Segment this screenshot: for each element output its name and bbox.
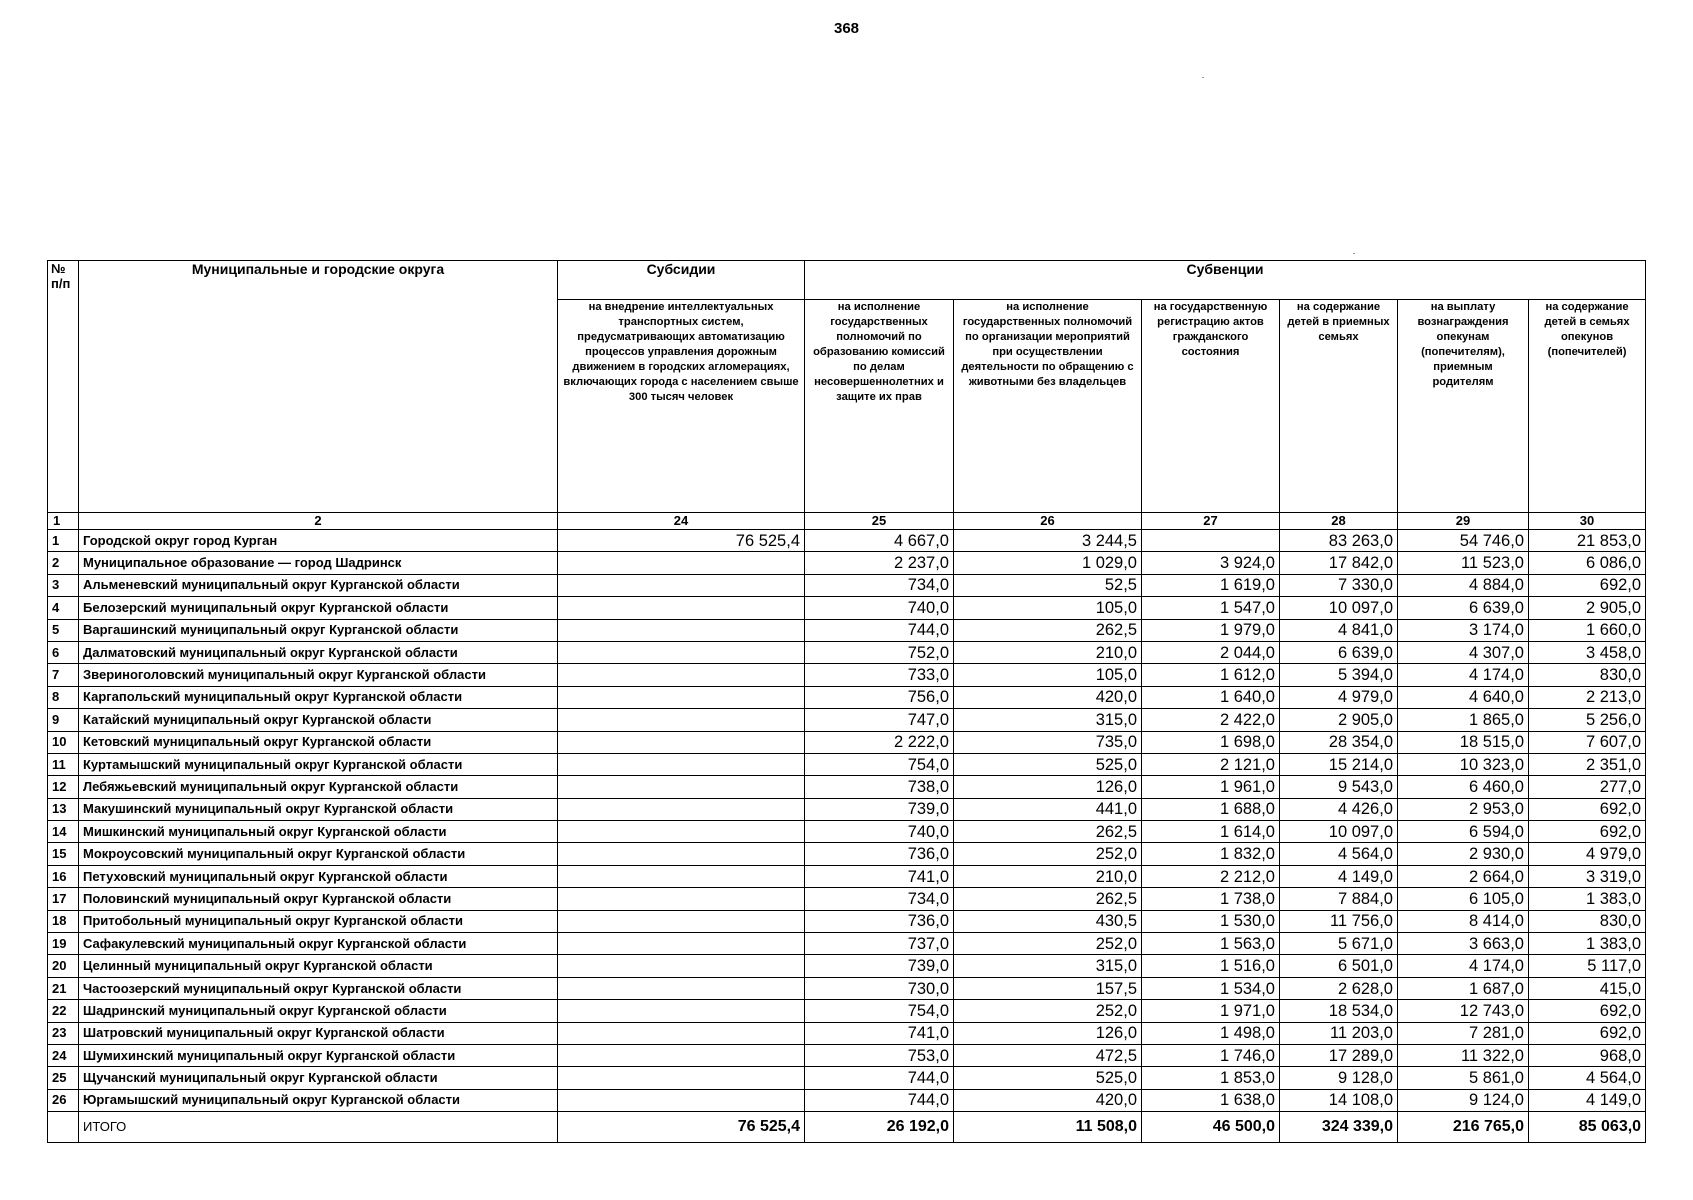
col-desc-24: на внедрение интеллектуальных транспортных систем, предусматривающих автоматизацию процессов управления дорожным движением в городских агломерациях, включающих города с населением свыше 300 тысяч человек (558, 300, 805, 513)
municipality-name: Шадринский муниципальный округ Курганской области (79, 1000, 558, 1022)
col-header-municipality: Муниципальные и городские округа (79, 261, 558, 513)
value-cell: 2 905,0 (1529, 597, 1646, 619)
value-cell: 3 924,0 (1142, 552, 1280, 574)
municipality-name: Мишкинский муниципальный округ Курганской области (79, 821, 558, 843)
value-cell: 1 619,0 (1142, 574, 1280, 596)
value-cell: 17 842,0 (1280, 552, 1398, 574)
value-cell: 6 086,0 (1529, 552, 1646, 574)
value-cell (558, 865, 805, 887)
table-row (48, 753, 1646, 775)
value-cell: 736,0 (805, 910, 954, 932)
value-cell (558, 641, 805, 663)
value-cell: 6 594,0 (1398, 821, 1529, 843)
row-number: 16 (48, 865, 79, 887)
municipality-name: Далматовский муниципальный округ Курганской области (79, 641, 558, 663)
value-cell: 6 460,0 (1398, 776, 1529, 798)
value-cell: 2 664,0 (1398, 865, 1529, 887)
total-number-cell (48, 1112, 79, 1143)
value-cell: 692,0 (1529, 821, 1646, 843)
row-number: 11 (48, 753, 79, 775)
value-cell: 3 244,5 (954, 530, 1142, 552)
municipality-name: Куртамышский муниципальный округ Курганской области (79, 753, 558, 775)
value-cell: 4 426,0 (1280, 798, 1398, 820)
row-number: 1 (48, 530, 79, 552)
value-cell (558, 1044, 805, 1066)
value-cell: 744,0 (805, 1089, 954, 1111)
value-cell: 2 628,0 (1280, 977, 1398, 999)
value-cell (558, 933, 805, 955)
value-cell: 157,5 (954, 977, 1142, 999)
value-cell: 739,0 (805, 798, 954, 820)
value-cell: 753,0 (805, 1044, 954, 1066)
table-row (48, 933, 1646, 955)
value-cell (558, 910, 805, 932)
value-cell: 315,0 (954, 955, 1142, 977)
value-cell: 11 322,0 (1398, 1044, 1529, 1066)
municipality-name: Петуховский муниципальный округ Курганской области (79, 865, 558, 887)
row-number: 19 (48, 933, 79, 955)
value-cell: 734,0 (805, 574, 954, 596)
value-cell: 2 212,0 (1142, 865, 1280, 887)
value-cell: 7 281,0 (1398, 1022, 1529, 1044)
value-cell: 4 640,0 (1398, 686, 1529, 708)
municipality-name: Каргапольский муниципальный округ Курганской области (79, 686, 558, 708)
col-index: 30 (1529, 513, 1646, 530)
value-cell: 1 534,0 (1142, 977, 1280, 999)
table-row (48, 686, 1646, 708)
col-desc-26: на исполнение государственных полномочий по организации мероприятий при осуществлении деятельности по обращению с животными без владельцев (954, 300, 1142, 513)
value-cell: 1 640,0 (1142, 686, 1280, 708)
col-index: 26 (954, 513, 1142, 530)
value-cell: 28 354,0 (1280, 731, 1398, 753)
value-cell: 420,0 (954, 1089, 1142, 1111)
value-cell: 2 222,0 (805, 731, 954, 753)
municipality-name: Макушинский муниципальный округ Курганской области (79, 798, 558, 820)
value-cell: 15 214,0 (1280, 753, 1398, 775)
value-cell: 1 383,0 (1529, 933, 1646, 955)
municipality-name: Сафакулевский муниципальный округ Курганской области (79, 933, 558, 955)
row-number: 15 (48, 843, 79, 865)
municipality-name: Щучанский муниципальный округ Курганской области (79, 1067, 558, 1089)
col-index: 24 (558, 513, 805, 530)
total-label: ИТОГО (79, 1112, 558, 1143)
value-cell: 5 117,0 (1529, 955, 1646, 977)
value-cell: 734,0 (805, 888, 954, 910)
value-cell: 1 865,0 (1398, 709, 1529, 731)
value-cell: 525,0 (954, 1067, 1142, 1089)
value-cell: 10 097,0 (1280, 597, 1398, 619)
col-index: 27 (1142, 513, 1280, 530)
col-desc-29: на выплату вознаграждения опекунам (попечителям), приемным родителям (1398, 300, 1529, 513)
municipality-name: Шатровский муниципальный округ Курганской области (79, 1022, 558, 1044)
table-row (48, 1022, 1646, 1044)
scan-speck (1353, 253, 1355, 254)
value-cell: 4 841,0 (1280, 619, 1398, 641)
table-row (48, 619, 1646, 641)
header-row-indices (48, 513, 1646, 530)
value-cell: 76 525,4 (558, 530, 805, 552)
value-cell: 741,0 (805, 1022, 954, 1044)
value-cell (558, 888, 805, 910)
value-cell: 4 979,0 (1280, 686, 1398, 708)
value-cell: 14 108,0 (1280, 1089, 1398, 1111)
table-row (48, 1000, 1646, 1022)
value-cell: 9 128,0 (1280, 1067, 1398, 1089)
value-cell: 1 853,0 (1142, 1067, 1280, 1089)
value-cell (558, 955, 805, 977)
value-cell: 1 516,0 (1142, 955, 1280, 977)
value-cell: 252,0 (954, 843, 1142, 865)
value-cell: 4 564,0 (1529, 1067, 1646, 1089)
value-cell: 1 530,0 (1142, 910, 1280, 932)
row-number: 3 (48, 574, 79, 596)
value-cell: 252,0 (954, 933, 1142, 955)
value-cell: 1 971,0 (1142, 1000, 1280, 1022)
municipality-name: Притобольный муниципальный округ Курганской области (79, 910, 558, 932)
row-number: 21 (48, 977, 79, 999)
col-index: 28 (1280, 513, 1398, 530)
value-cell: 1 698,0 (1142, 731, 1280, 753)
value-cell: 3 458,0 (1529, 641, 1646, 663)
total-value: 46 500,0 (1142, 1112, 1280, 1143)
value-cell: 1 961,0 (1142, 776, 1280, 798)
value-cell: 52,5 (954, 574, 1142, 596)
value-cell: 7 884,0 (1280, 888, 1398, 910)
total-value: 11 508,0 (954, 1112, 1142, 1143)
value-cell: 744,0 (805, 1067, 954, 1089)
value-cell: 9 124,0 (1398, 1089, 1529, 1111)
value-cell (558, 709, 805, 731)
value-cell (558, 753, 805, 775)
value-cell: 7 330,0 (1280, 574, 1398, 596)
value-cell: 1 612,0 (1142, 664, 1280, 686)
value-cell: 1 029,0 (954, 552, 1142, 574)
scan-speck (1202, 77, 1204, 78)
value-cell: 126,0 (954, 776, 1142, 798)
value-cell: 1 746,0 (1142, 1044, 1280, 1066)
value-cell: 830,0 (1529, 664, 1646, 686)
municipality-name: Альменевский муниципальный округ Курганской области (79, 574, 558, 596)
page-number: 368 (833, 20, 860, 37)
value-cell: 737,0 (805, 933, 954, 955)
value-cell (558, 776, 805, 798)
row-number: 4 (48, 597, 79, 619)
value-cell (558, 664, 805, 686)
col-header-number: № п/п (48, 261, 79, 513)
value-cell: 738,0 (805, 776, 954, 798)
municipality-name: Лебяжьевский муниципальный округ Курганской области (79, 776, 558, 798)
municipality-name: Катайский муниципальный округ Курганской области (79, 709, 558, 731)
value-cell: 5 861,0 (1398, 1067, 1529, 1089)
value-cell (558, 597, 805, 619)
value-cell (558, 1022, 805, 1044)
col-group-subsidies: Субсидии (558, 261, 805, 300)
table-row (48, 530, 1646, 552)
table-row (48, 843, 1646, 865)
value-cell: 210,0 (954, 865, 1142, 887)
row-number: 25 (48, 1067, 79, 1089)
value-cell: 4 149,0 (1529, 1089, 1646, 1111)
value-cell: 262,5 (954, 619, 1142, 641)
table-row (48, 821, 1646, 843)
value-cell (558, 552, 805, 574)
value-cell: 754,0 (805, 753, 954, 775)
value-cell: 430,5 (954, 910, 1142, 932)
value-cell: 1 547,0 (1142, 597, 1280, 619)
value-cell: 3 319,0 (1529, 865, 1646, 887)
value-cell: 730,0 (805, 977, 954, 999)
value-cell (558, 619, 805, 641)
value-cell: 692,0 (1529, 574, 1646, 596)
value-cell: 126,0 (954, 1022, 1142, 1044)
value-cell: 2 422,0 (1142, 709, 1280, 731)
table-row (48, 955, 1646, 977)
col-desc-28: на содержание детей в приемных семьях (1280, 300, 1398, 513)
value-cell: 262,5 (954, 888, 1142, 910)
value-cell (558, 1000, 805, 1022)
value-cell: 1 614,0 (1142, 821, 1280, 843)
value-cell: 2 905,0 (1280, 709, 1398, 731)
value-cell (558, 798, 805, 820)
municipality-name: Муниципальное образование — город Шадринск (79, 552, 558, 574)
municipality-name: Кетовский муниципальный округ Курганской области (79, 731, 558, 753)
table-row (48, 641, 1646, 663)
row-number: 5 (48, 619, 79, 641)
value-cell: 4 307,0 (1398, 641, 1529, 663)
value-cell: 21 853,0 (1529, 530, 1646, 552)
value-cell: 11 756,0 (1280, 910, 1398, 932)
table-row (48, 776, 1646, 798)
value-cell: 1 832,0 (1142, 843, 1280, 865)
total-value: 324 339,0 (1280, 1112, 1398, 1143)
value-cell: 252,0 (954, 1000, 1142, 1022)
value-cell: 756,0 (805, 686, 954, 708)
value-cell: 9 543,0 (1280, 776, 1398, 798)
value-cell: 830,0 (1529, 910, 1646, 932)
value-cell: 2 930,0 (1398, 843, 1529, 865)
row-number: 23 (48, 1022, 79, 1044)
total-value: 76 525,4 (558, 1112, 805, 1143)
value-cell: 4 667,0 (805, 530, 954, 552)
value-cell: 10 097,0 (1280, 821, 1398, 843)
municipality-name: Шумихинский муниципальный округ Курганской области (79, 1044, 558, 1066)
col-index: 1 (48, 513, 79, 530)
municipality-name: Варгашинский муниципальный округ Курганской области (79, 619, 558, 641)
value-cell: 692,0 (1529, 1022, 1646, 1044)
value-cell (558, 686, 805, 708)
value-cell: 83 263,0 (1280, 530, 1398, 552)
value-cell (1142, 530, 1280, 552)
table-row (48, 1044, 1646, 1066)
table-row (48, 664, 1646, 686)
value-cell: 8 414,0 (1398, 910, 1529, 932)
value-cell: 5 671,0 (1280, 933, 1398, 955)
row-number: 22 (48, 1000, 79, 1022)
value-cell: 262,5 (954, 821, 1142, 843)
row-number: 9 (48, 709, 79, 731)
budget-table (47, 260, 1646, 1143)
municipality-name: Частоозерский муниципальный округ Курганской области (79, 977, 558, 999)
row-number: 6 (48, 641, 79, 663)
value-cell: 6 639,0 (1280, 641, 1398, 663)
value-cell: 4 149,0 (1280, 865, 1398, 887)
value-cell: 1 687,0 (1398, 977, 1529, 999)
value-cell (558, 731, 805, 753)
row-number: 24 (48, 1044, 79, 1066)
value-cell: 17 289,0 (1280, 1044, 1398, 1066)
value-cell (558, 574, 805, 596)
value-cell: 105,0 (954, 597, 1142, 619)
municipality-name: Звериноголовский муниципальный округ Курганской области (79, 664, 558, 686)
header-row-groups (48, 261, 1646, 300)
table-row (48, 1067, 1646, 1089)
value-cell: 1 979,0 (1142, 619, 1280, 641)
col-desc-25: на исполнение государственных полномочий по образованию комиссий по делам несовершеннолетних и защите их прав (805, 300, 954, 513)
value-cell: 1 660,0 (1529, 619, 1646, 641)
value-cell: 740,0 (805, 821, 954, 843)
row-number: 20 (48, 955, 79, 977)
value-cell: 2 121,0 (1142, 753, 1280, 775)
row-number: 14 (48, 821, 79, 843)
value-cell: 5 394,0 (1280, 664, 1398, 686)
value-cell: 744,0 (805, 619, 954, 641)
row-number: 17 (48, 888, 79, 910)
row-number: 10 (48, 731, 79, 753)
value-cell: 11 203,0 (1280, 1022, 1398, 1044)
municipality-name: Юргамышский муниципальный округ Курганской области (79, 1089, 558, 1111)
value-cell: 2 237,0 (805, 552, 954, 574)
value-cell: 6 501,0 (1280, 955, 1398, 977)
value-cell: 415,0 (1529, 977, 1646, 999)
table-row (48, 709, 1646, 731)
value-cell: 733,0 (805, 664, 954, 686)
value-cell: 6 639,0 (1398, 597, 1529, 619)
value-cell: 741,0 (805, 865, 954, 887)
value-cell: 1 563,0 (1142, 933, 1280, 955)
row-number: 8 (48, 686, 79, 708)
value-cell: 472,5 (954, 1044, 1142, 1066)
value-cell (558, 1089, 805, 1111)
value-cell: 747,0 (805, 709, 954, 731)
total-value: 85 063,0 (1529, 1112, 1646, 1143)
value-cell: 3 174,0 (1398, 619, 1529, 641)
value-cell: 441,0 (954, 798, 1142, 820)
value-cell: 754,0 (805, 1000, 954, 1022)
value-cell: 692,0 (1529, 1000, 1646, 1022)
value-cell: 2 044,0 (1142, 641, 1280, 663)
value-cell: 420,0 (954, 686, 1142, 708)
col-group-subventions: Субвенции (805, 261, 1646, 300)
value-cell: 12 743,0 (1398, 1000, 1529, 1022)
value-cell (558, 821, 805, 843)
table-row (48, 1089, 1646, 1111)
value-cell: 2 953,0 (1398, 798, 1529, 820)
value-cell: 1 738,0 (1142, 888, 1280, 910)
table-row (48, 865, 1646, 887)
col-index: 25 (805, 513, 954, 530)
value-cell: 736,0 (805, 843, 954, 865)
table-row (48, 731, 1646, 753)
table-row (48, 798, 1646, 820)
value-cell: 18 515,0 (1398, 731, 1529, 753)
row-number: 2 (48, 552, 79, 574)
row-number: 7 (48, 664, 79, 686)
value-cell (558, 977, 805, 999)
value-cell: 4 174,0 (1398, 664, 1529, 686)
value-cell (558, 1067, 805, 1089)
value-cell: 692,0 (1529, 798, 1646, 820)
table-body (48, 530, 1646, 1112)
row-number: 26 (48, 1089, 79, 1111)
value-cell: 10 323,0 (1398, 753, 1529, 775)
row-number: 12 (48, 776, 79, 798)
value-cell: 1 498,0 (1142, 1022, 1280, 1044)
table-row (48, 574, 1646, 596)
value-cell: 210,0 (954, 641, 1142, 663)
value-cell: 968,0 (1529, 1044, 1646, 1066)
row-number: 13 (48, 798, 79, 820)
col-desc-30: на содержание детей в семьях опекунов (попечителей) (1529, 300, 1646, 513)
value-cell: 740,0 (805, 597, 954, 619)
value-cell: 105,0 (954, 664, 1142, 686)
value-cell: 525,0 (954, 753, 1142, 775)
table-row (48, 888, 1646, 910)
table-row (48, 910, 1646, 932)
value-cell: 1 638,0 (1142, 1089, 1280, 1111)
table-row (48, 552, 1646, 574)
value-cell: 5 256,0 (1529, 709, 1646, 731)
value-cell: 3 663,0 (1398, 933, 1529, 955)
total-value: 216 765,0 (1398, 1112, 1529, 1143)
value-cell: 18 534,0 (1280, 1000, 1398, 1022)
value-cell: 277,0 (1529, 776, 1646, 798)
value-cell: 752,0 (805, 641, 954, 663)
value-cell: 54 746,0 (1398, 530, 1529, 552)
col-index: 2 (79, 513, 558, 530)
value-cell: 4 979,0 (1529, 843, 1646, 865)
table-row (48, 597, 1646, 619)
row-number: 18 (48, 910, 79, 932)
total-value: 26 192,0 (805, 1112, 954, 1143)
municipality-name: Целинный муниципальный округ Курганской области (79, 955, 558, 977)
value-cell: 1 688,0 (1142, 798, 1280, 820)
municipality-name: Городской округ город Курган (79, 530, 558, 552)
col-index: 29 (1398, 513, 1529, 530)
value-cell: 4 564,0 (1280, 843, 1398, 865)
value-cell: 739,0 (805, 955, 954, 977)
col-desc-27: на государственную регистрацию актов гражданского состояния (1142, 300, 1280, 513)
value-cell: 11 523,0 (1398, 552, 1529, 574)
municipality-name: Белозерский муниципальный округ Курганской области (79, 597, 558, 619)
total-row (48, 1112, 1646, 1143)
value-cell: 6 105,0 (1398, 888, 1529, 910)
value-cell: 1 383,0 (1529, 888, 1646, 910)
value-cell (558, 843, 805, 865)
value-cell: 4 174,0 (1398, 955, 1529, 977)
value-cell: 735,0 (954, 731, 1142, 753)
municipality-name: Половинский муниципальный округ Курганской области (79, 888, 558, 910)
value-cell: 4 884,0 (1398, 574, 1529, 596)
municipality-name: Мокроусовский муниципальный округ Курганской области (79, 843, 558, 865)
table-row (48, 977, 1646, 999)
value-cell: 2 213,0 (1529, 686, 1646, 708)
value-cell: 7 607,0 (1529, 731, 1646, 753)
value-cell: 2 351,0 (1529, 753, 1646, 775)
value-cell: 315,0 (954, 709, 1142, 731)
